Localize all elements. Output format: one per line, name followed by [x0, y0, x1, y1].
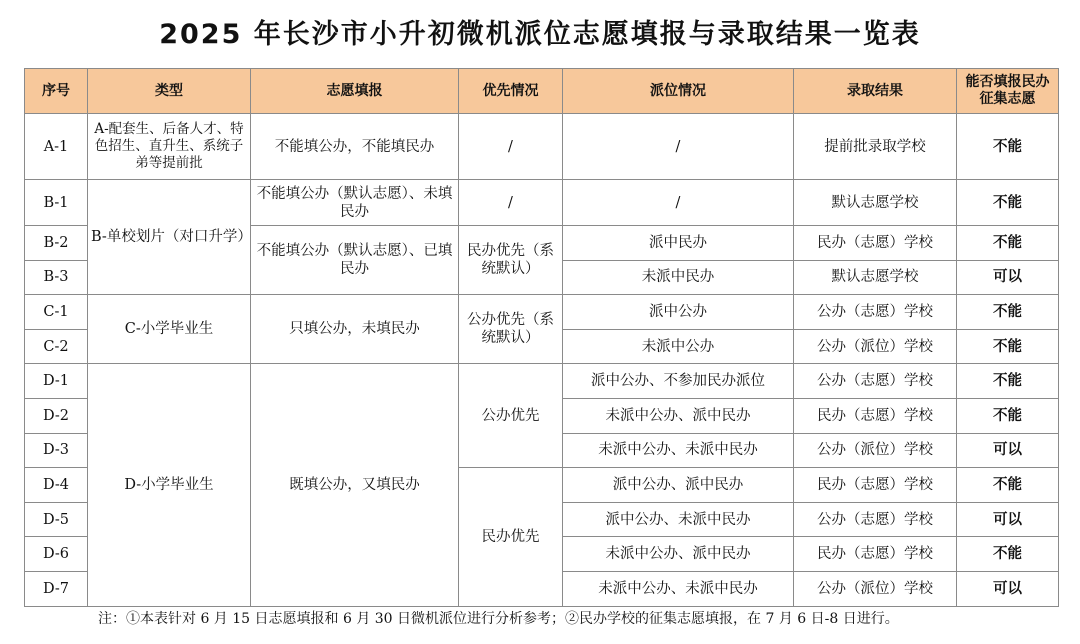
can-cell: 可以 — [957, 433, 1059, 468]
can-cell: 不能 — [957, 114, 1059, 180]
fill-cell: 只填公办，未填民办 — [251, 295, 459, 364]
result-cell: 公办（志愿）学校 — [794, 364, 957, 399]
header-cell: 志愿填报 — [251, 69, 459, 114]
header-row — [25, 69, 1059, 114]
type-cell: B-单校划片（对口升学） — [88, 180, 251, 295]
row-id: D-1 — [25, 364, 88, 399]
result-cell: 公办（志愿）学校 — [794, 295, 957, 330]
can-cell: 不能 — [957, 226, 1059, 261]
row-id: D-4 — [25, 468, 88, 503]
footnote: 注：①本表针对 6 月 15 日志愿填报和 6 月 30 日微机派位进行分析参考；②民办学校的征集志愿填报，在 7 月 6 日-8 日进行。 — [98, 611, 899, 627]
type-cell: D-小学毕业生 — [88, 364, 251, 606]
result-cell: 公办（派位）学校 — [794, 433, 957, 468]
fill-cell: 不能填公办（默认志愿）、未填民办 — [251, 180, 459, 226]
result-cell: 默认志愿学校 — [794, 180, 957, 226]
can-cell: 不能 — [957, 180, 1059, 226]
header-cell: 类型 — [88, 69, 251, 114]
table-row — [25, 180, 1059, 226]
assign-cell: / — [563, 180, 794, 226]
result-cell: 公办（志愿）学校 — [794, 502, 957, 537]
row-id: B-2 — [25, 226, 88, 261]
header-cell: 序号 — [25, 69, 88, 114]
assign-cell: 未派中公办 — [563, 329, 794, 364]
type-cell: C-小学毕业生 — [88, 295, 251, 364]
row-id: C-2 — [25, 329, 88, 364]
header-cell: 优先情况 — [459, 69, 563, 114]
assign-cell: 未派中公办、未派中民办 — [563, 571, 794, 606]
result-cell: 民办（志愿）学校 — [794, 398, 957, 433]
row-id: B-1 — [25, 180, 88, 226]
assign-cell: 派中公办 — [563, 295, 794, 330]
row-id: A-1 — [25, 114, 88, 180]
row-id: D-7 — [25, 571, 88, 606]
table-row — [25, 114, 1059, 180]
can-cell: 不能 — [957, 329, 1059, 364]
priority-cell: 公办优先 — [459, 364, 563, 468]
assign-cell: 未派中民办 — [563, 260, 794, 295]
can-cell: 不能 — [957, 364, 1059, 399]
result-cell: 默认志愿学校 — [794, 260, 957, 295]
row-id: D-6 — [25, 537, 88, 572]
priority-cell: 民办优先 — [459, 468, 563, 606]
priority-cell: / — [459, 180, 563, 226]
page-title: 2025 年长沙市小升初微机派位志愿填报与录取结果一览表 — [159, 19, 921, 50]
can-cell: 可以 — [957, 260, 1059, 295]
priority-cell: 民办优先（系统默认） — [459, 226, 563, 295]
can-cell: 不能 — [957, 537, 1059, 572]
fill-cell: 不能填公办，不能填民办 — [251, 114, 459, 180]
assign-cell: 派中公办、未派中民办 — [563, 502, 794, 537]
row-id: D-5 — [25, 502, 88, 537]
can-cell: 可以 — [957, 502, 1059, 537]
fill-cell: 不能填公办（默认志愿）、已填民办 — [251, 226, 459, 295]
type-cell: A-配套生、后备人才、特色招生、直升生、系统子弟等提前批 — [88, 114, 251, 180]
result-cell: 民办（志愿）学校 — [794, 537, 957, 572]
header-cell: 录取结果 — [794, 69, 957, 114]
result-cell: 提前批录取学校 — [794, 114, 957, 180]
assign-cell: 未派中公办、未派中民办 — [563, 433, 794, 468]
can-cell: 不能 — [957, 398, 1059, 433]
assign-cell: 派中公办、不参加民办派位 — [563, 364, 794, 399]
priority-cell: 公办优先（系统默认） — [459, 295, 563, 364]
header-cell: 派位情况 — [563, 69, 794, 114]
priority-cell: / — [459, 114, 563, 180]
row-id: D-2 — [25, 398, 88, 433]
header-cell: 能否填报民办征集志愿 — [957, 69, 1059, 114]
result-cell: 民办（志愿）学校 — [794, 468, 957, 503]
results-table — [24, 68, 1059, 607]
row-id: D-3 — [25, 433, 88, 468]
fill-cell: 既填公办，又填民办 — [251, 364, 459, 606]
assign-cell: / — [563, 114, 794, 180]
assign-cell: 派中民办 — [563, 226, 794, 261]
result-cell: 公办（派位）学校 — [794, 571, 957, 606]
row-id: C-1 — [25, 295, 88, 330]
assign-cell: 未派中公办、派中民办 — [563, 398, 794, 433]
can-cell: 不能 — [957, 295, 1059, 330]
can-cell: 不能 — [957, 468, 1059, 503]
assign-cell: 派中公办、派中民办 — [563, 468, 794, 503]
result-cell: 民办（志愿）学校 — [794, 226, 957, 261]
result-cell: 公办（派位）学校 — [794, 329, 957, 364]
row-id: B-3 — [25, 260, 88, 295]
table-row — [25, 364, 1059, 399]
table-row — [25, 295, 1059, 330]
assign-cell: 未派中公办、派中民办 — [563, 537, 794, 572]
can-cell: 可以 — [957, 571, 1059, 606]
